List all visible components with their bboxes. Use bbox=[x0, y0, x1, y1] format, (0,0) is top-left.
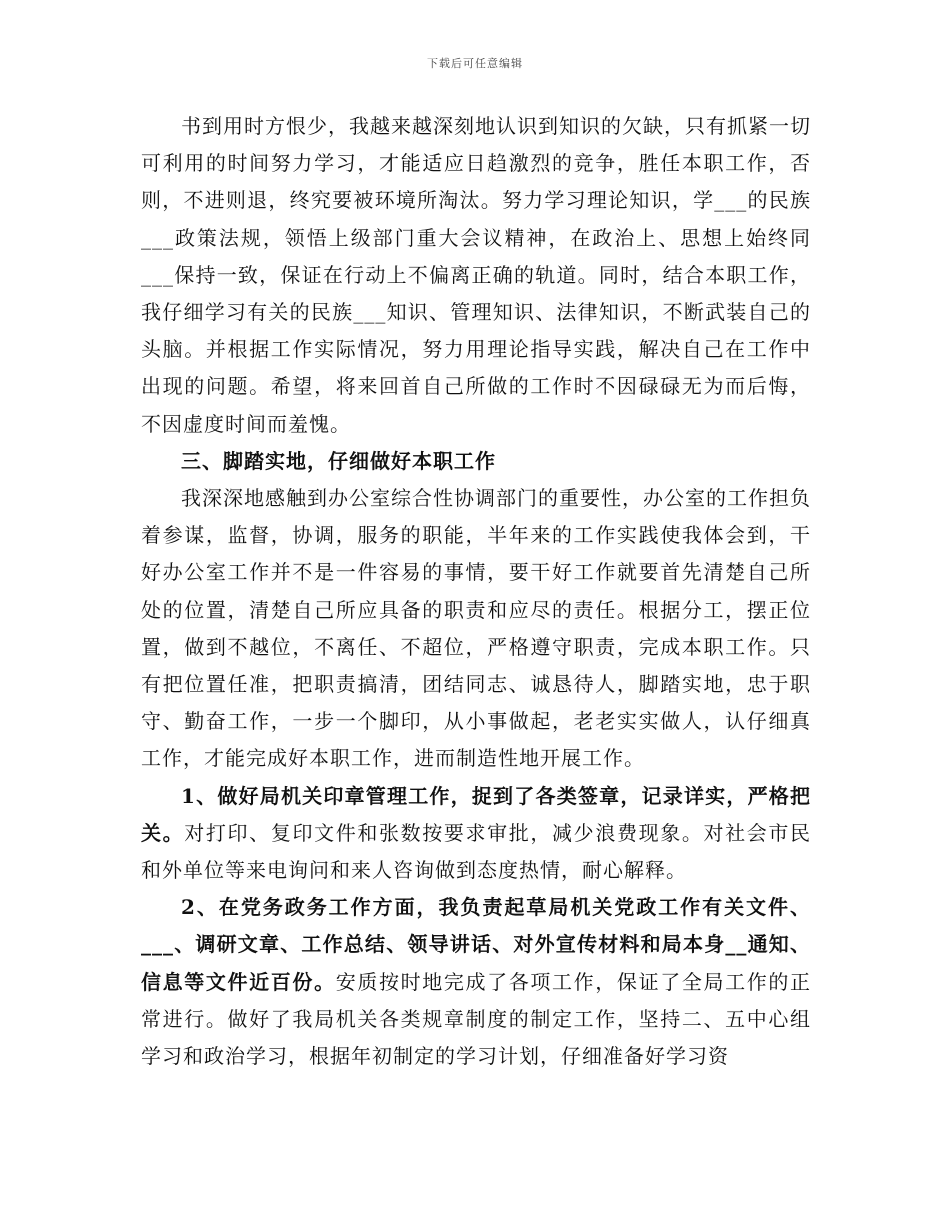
paragraph-seal-management-text: 对打印、复印文件和张数按要求审批，减少浪费现象。对社会市民和外单位等来电询问和来人咨询做到态度热情，耐心解释。 bbox=[141, 820, 812, 883]
paragraph-seal-management bbox=[141, 778, 811, 890]
paragraph-party-affairs-lead: 2、在党务政务工作方面，我负责起草局机关党政工作有关文件、___、调研文章、工作总结、领导讲话、对外宣传材料和局本身__通知、信息等文件近百份。 bbox=[141, 895, 811, 994]
document-body bbox=[141, 108, 811, 1075]
paragraph-party-affairs bbox=[141, 889, 811, 1075]
section-heading-three: 三、脚踏实地，仔细做好本职工作 bbox=[181, 448, 496, 473]
page-header: 下载后可任意编辑 bbox=[427, 57, 523, 70]
paragraph-seal-management-lead: 1、做好局机关印章管理工作，捉到了各类签章，记录详实，严格把关。 bbox=[141, 783, 811, 845]
paragraph-office-role: 我深深地感触到办公室综合性协调部门的重要性，办公室的工作担负着参谋，监督，协调，服务的职能，半年来的工作实践使我体会到，干好办公室工作并不是一件容易的事情，要干好工作就要首先清楚自己所处的位置，清楚自己所应具备的职责和应尽的责任。根据分工，摆正位置，做到不越位，不离任、不超位，严格遵守职责，完成本职工作。只有把位置任准，把职责搞清，团结同志、诚恳待人，脚踏实地，忠于职守、勤奋工作，一步一个脚印，从小事做起，老老实实做人，认仔细真工作，才能完成好本职工作，进而制造性地开展工作。 bbox=[141, 486, 811, 771]
paragraph-party-affairs-text: 安质按时地完成了各项工作，保证了全局工作的正常进行。做好了我局机关各类规章制度的制定工作，坚持二、五中心组学习和政治学习，根据年初制定的学习计划，仔细准备好学习资 bbox=[141, 969, 812, 1069]
paragraph-study: 书到用时方恨少，我越来越深刻地认识到知识的欠缺，只有抓紧一切可利用的时间努力学习，才能适应日趋激烈的竞争，胜任本职工作，否则，不进则退，终究要被环境所淘汰。努力学习理论知识，学___的民族___政策法规，领悟上级部门重大会议精神，在政治上、思想上始终同___保持一致，保证在行动上不偏离正确的轨道。同时，结合本职工作，我仔细学习有关的民族___知识、管理知识、法律知识，不断武装自己的头脑。并根据工作实际情况，努力用理论指导实践，解决自己在工作中出现的问题。希望，将来回首自己所做的工作时不因碌碌无为而后悔，不因虚度时间而羞愧。 bbox=[141, 114, 811, 436]
